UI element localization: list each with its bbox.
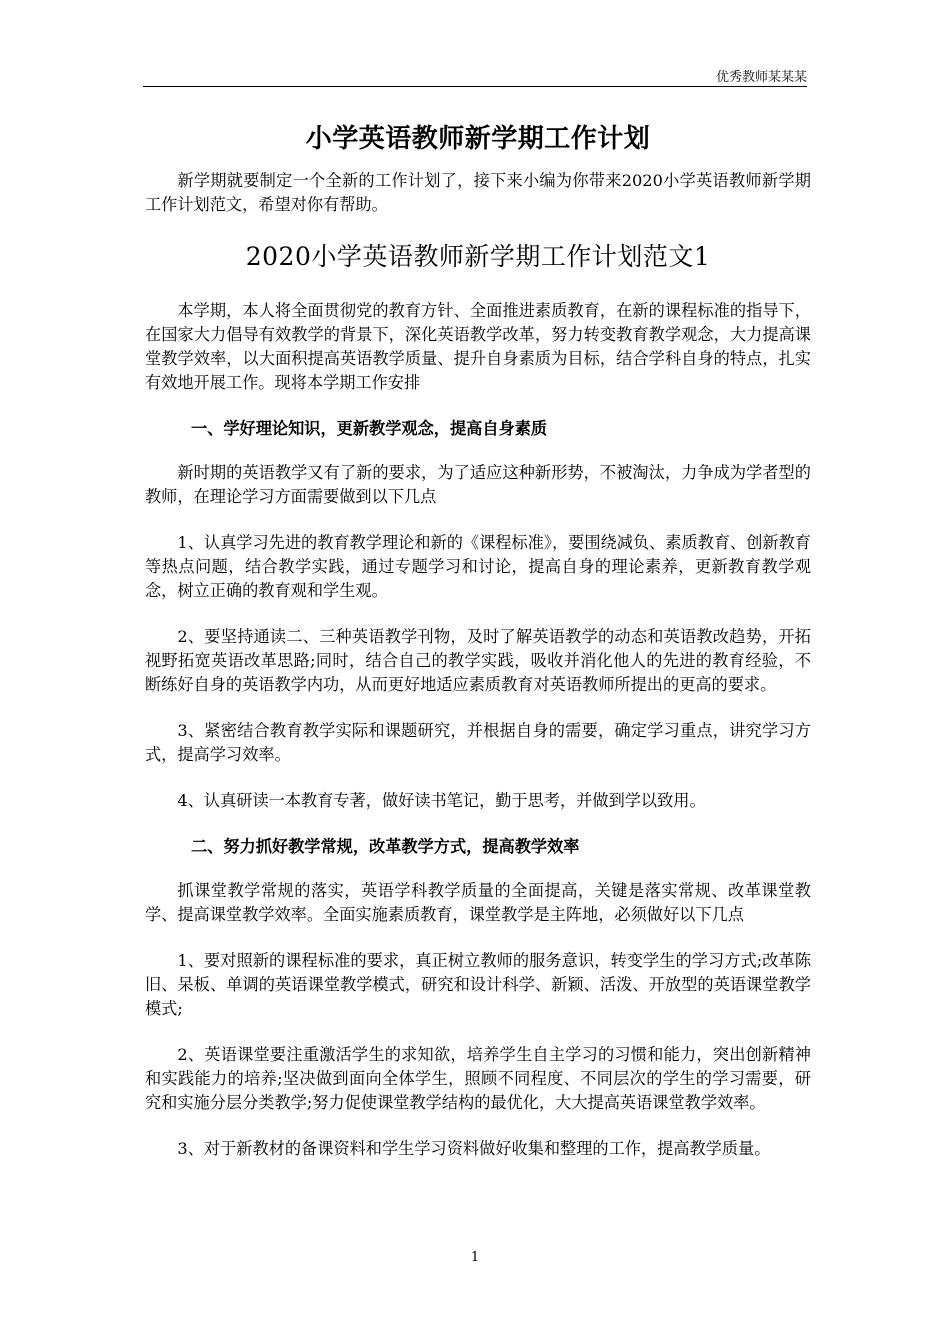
header-divider: [143, 86, 807, 87]
intro-paragraph: 新学期就要制定一个全新的工作计划了，接下来小编为你带来2020小学英语教师新学期工作计划范文，希望对你有帮助。: [145, 171, 811, 214]
part2-heading: 二、努力抓好教学常规，改革教学方式，提高教学效率: [191, 837, 580, 856]
part1-lead-paragraph: 新时期的英语教学又有了新的要求，为了适应这种新形势，不被淘汰，力争成为学者型的教师，在理论学习方面需要做到以下几点: [145, 463, 811, 506]
part1-item-3: 3、紧密结合教育教学实际和课题研究，并根据自身的需要，确定学习重点，讲究学习方式，提高学习效率。: [145, 721, 811, 764]
document-title: 小学英语教师新学期工作计划: [305, 124, 651, 154]
part2-lead-paragraph: 抓课堂教学常规的落实，英语学科教学质量的全面提高，关键是落实常规、改革课堂教学、提高课堂教学效率。全面实施素质教育，课堂教学是主阵地，必须做好以下几点: [145, 881, 811, 924]
document-body: [145, 110, 811, 1183]
part2-item-2: 2、英语课堂要注重激活学生的求知欲，培养学生自主学习的习惯和能力，突出创新精神和实践能力的培养;坚决做到面向全体学生，照顾不同程度、不同层次的学生的学习需要，研究和实施分层分类教学;努力促使课堂教学结构的最优化，大大提高英语课堂教学效率。: [145, 1045, 811, 1112]
section-title: 2020小学英语教师新学期工作计划范文1: [245, 242, 711, 271]
part2-item-1: 1、要对照新的课程标准的要求，真正树立教师的服务意识，转变学生的学习方式;改革陈旧、呆板、单调的英语课堂教学模式，研究和设计科学、新颖、活泼、开放型的英语课堂教学模式;: [145, 951, 811, 1018]
part1-item-2: 2、要坚持通读二、三种英语教学刊物，及时了解英语教学的动态和英语教改趋势，开拓视野拓宽英语改革思路;同时，结合自己的教学实践，吸收并消化他人的先进的教育经验，不断练好自身的英语教学内功，从而更好地适应素质教育对英语教师所提出的更高的要求。: [145, 627, 811, 694]
part2-item-3: 3、对于新教材的备课资料和学生学习资料做好收集和整理的工作，提高教学质量。: [177, 1139, 771, 1158]
page-number: 1: [470, 1250, 480, 1265]
page-header-author: 优秀教师某某某: [715, 70, 807, 85]
opening-paragraph: 本学期，本人将全面贯彻党的教育方针、全面推进素质教育，在新的课程标准的指导下，在国家大力倡导有效教学的背景下，深化英语教学改革，努力转变教育教学观念，大力提高课堂教学效率，以大面积提高英语教学质量、提升自身素质为目标，结合学科自身的特点，扎实有效地开展工作。现将本学期工作安排: [145, 301, 811, 392]
part1-item-4: 4、认真研读一本教育专著，做好读书笔记，勤于思考，并做到学以致用。: [177, 791, 706, 810]
part1-heading: 一、学好理论知识，更新教学观念，提高自身素质: [191, 419, 548, 438]
part1-item-1: 1、认真学习先进的教育教学理论和新的《课程标准》，要围绕减负、素质教育、创新教育等热点问题，结合教学实践，通过专题学习和讨论，提高自身的理论素养，更新教育教学观念，树立正确的教育观和学生观。: [145, 533, 811, 600]
